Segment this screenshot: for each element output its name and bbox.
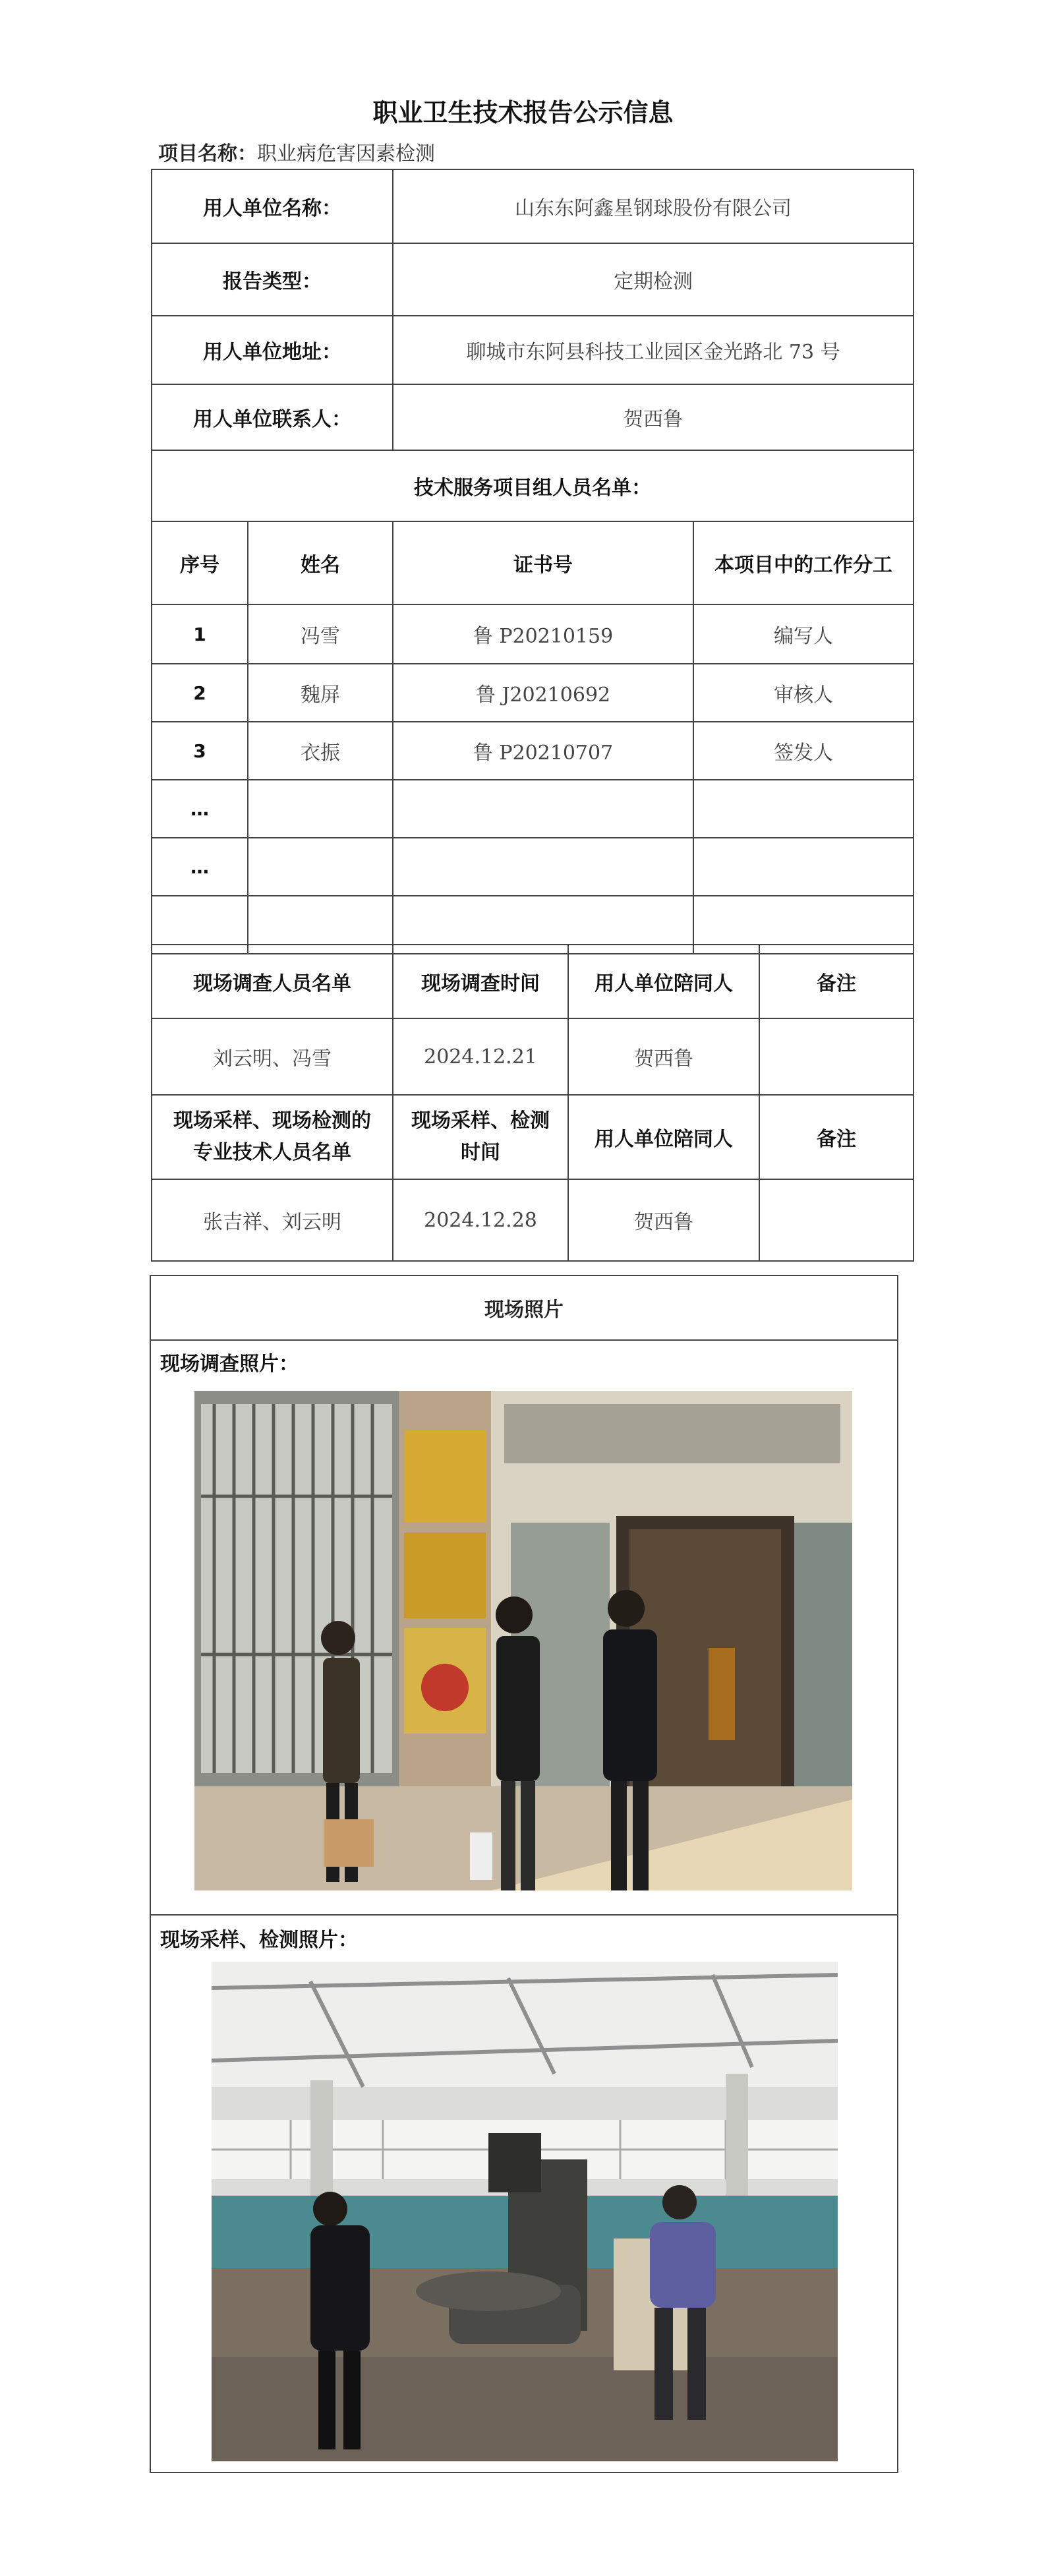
col-header-role: 本项目中的工作分工: [693, 521, 914, 604]
company-name-label: 用人单位名称：: [152, 169, 393, 243]
photo-heading: 现场照片: [151, 1276, 897, 1341]
survey-remark-value: [759, 1018, 914, 1095]
row-no: …: [152, 838, 248, 896]
contact-label: 用人单位联系人：: [152, 384, 393, 450]
table-row: [152, 604, 914, 664]
sampling-staff-value: 张吉祥、刘云明: [152, 1179, 393, 1261]
company-address-label: 用人单位地址：: [152, 316, 393, 384]
sampling-photo: [212, 1962, 838, 2461]
project-name-line: [158, 137, 435, 166]
row-name: 魏屏: [248, 664, 393, 722]
survey-photo-label: 现场调查照片：: [160, 1353, 299, 1376]
row-role: [693, 838, 914, 896]
sampling-remark-value: [759, 1179, 914, 1261]
row-name: 冯雪: [248, 604, 393, 664]
sampling-photo-label: 现场采样、检测照片：: [160, 1929, 358, 1952]
report-type-value: 定期检测: [393, 243, 914, 316]
sampling-remark-header: 备注: [759, 1095, 914, 1179]
row-name: [248, 780, 393, 838]
row-no: 1: [152, 604, 248, 664]
info-table: [151, 169, 914, 954]
sampling-staff-header-line2: 专业技术人员名单: [193, 1141, 351, 1164]
row-role: [693, 780, 914, 838]
sampling-time-header: [393, 1095, 568, 1179]
company-address-value: 聊城市东阿县科技工业园区金光路北 73 号: [393, 316, 914, 384]
report-type-label: 报告类型：: [152, 243, 393, 316]
table-row: [152, 838, 914, 896]
contact-value: 贺西鲁: [393, 384, 914, 450]
row-cert: 鲁 P20210707: [393, 722, 693, 780]
row-no: …: [152, 780, 248, 838]
row-no: 3: [152, 722, 248, 780]
survey-companion-value: 贺西鲁: [568, 1018, 759, 1095]
sampling-staff-header: [152, 1095, 393, 1179]
col-header-cert: 证书号: [393, 521, 693, 604]
table-row: [152, 722, 914, 780]
table-row: [152, 664, 914, 722]
row-cert: [393, 780, 693, 838]
sampling-staff-header-line1: 现场采样、现场检测的: [173, 1109, 371, 1132]
sampling-companion-value: 贺西鲁: [568, 1179, 759, 1261]
survey-staff-header: 现场调查人员名单: [152, 945, 393, 1018]
sampling-companion-header: 用人单位陪同人: [568, 1095, 759, 1179]
photo-divider: [151, 1914, 897, 1916]
row-name: [248, 838, 393, 896]
col-header-name: 姓名: [248, 521, 393, 604]
row-cert: [393, 838, 693, 896]
row-name: 衣振: [248, 722, 393, 780]
project-name-label: 项目名称：: [158, 142, 257, 165]
survey-time-value: 2024.12.21: [393, 1018, 568, 1095]
team-heading: 技术服务项目组人员名单：: [152, 450, 914, 521]
project-name-value: 职业病危害因素检测: [257, 142, 435, 165]
survey-staff-value: 刘云明、冯雪: [152, 1018, 393, 1095]
survey-photo: [194, 1391, 852, 1890]
row-cert: 鲁 P20210159: [393, 604, 693, 664]
col-header-no: 序号: [152, 521, 248, 604]
sampling-time-header-line2: 时间: [461, 1141, 500, 1164]
sampling-time-header-line1: 现场采样、检测: [411, 1109, 550, 1132]
photo-section: [150, 1275, 898, 2473]
survey-time-header: 现场调查时间: [393, 945, 568, 1018]
survey-remark-header: 备注: [759, 945, 914, 1018]
row-no: 2: [152, 664, 248, 722]
company-name-value: 山东东阿鑫星钢球股份有限公司: [393, 169, 914, 243]
survey-table: [151, 944, 914, 1262]
survey-companion-header: 用人单位陪同人: [568, 945, 759, 1018]
row-cert: 鲁 J20210692: [393, 664, 693, 722]
row-role: 签发人: [693, 722, 914, 780]
table-row: [152, 780, 914, 838]
row-role: 编写人: [693, 604, 914, 664]
page-title: 职业卫生技术报告公示信息: [372, 98, 674, 127]
sampling-time-value: 2024.12.28: [393, 1179, 568, 1261]
row-role: 审核人: [693, 664, 914, 722]
